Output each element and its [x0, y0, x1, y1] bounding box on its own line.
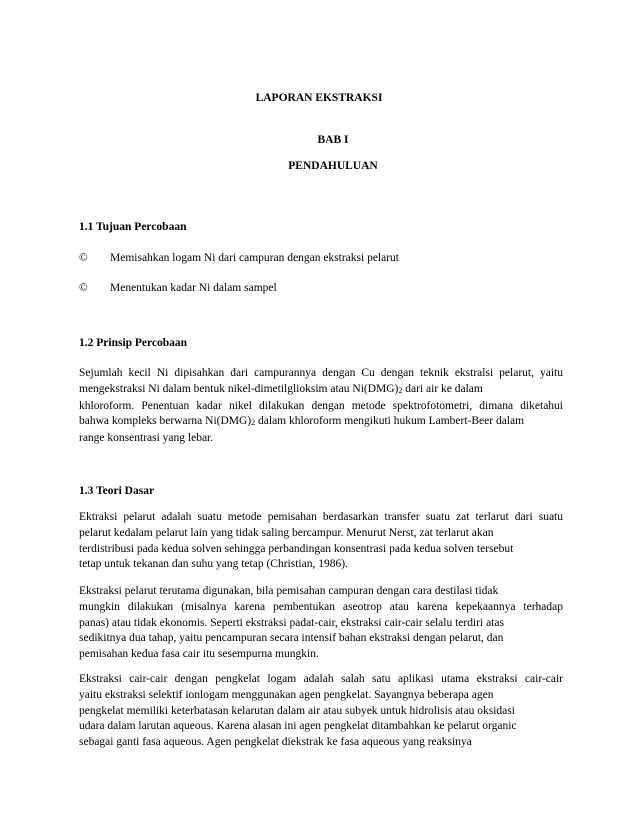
copyright-bullet-icon: © — [79, 252, 88, 264]
list-item-text: Menentukan kadar Ni dalam sampel — [110, 282, 277, 294]
text-line: khloroform. Penentuan kadar nikel dilakukan dengan metode spektrofotometri, dimana diketahui — [79, 399, 563, 412]
subscript: 2 — [398, 385, 403, 395]
copyright-bullet-icon: © — [79, 282, 88, 294]
chapter-number: BAB I — [317, 134, 349, 146]
chapter-title: PENDAHULUAN — [288, 160, 378, 172]
text-line: sedikitnya dua tahap, yaitu pencampuran secara intensif bahan ekstraksi dengan pelarut, dan — [79, 632, 504, 645]
list-item-text: Memisahkan logam Ni dari campuran dengan ekstraksi pelarut — [110, 252, 400, 264]
text-line: mungkin dilakukan (misalnya karena pembentukan aseotrop atau karena kepekaannya terhadap — [79, 600, 563, 613]
text-line: range konsentrasi yang lebar. — [79, 432, 214, 445]
list-item — [79, 282, 277, 294]
paragraph-teori-1 — [79, 510, 563, 573]
text-line: pelarut kedalam pelarut lain yang tidak saling bercampur. Menurut Nerst, zat terlarut akan — [79, 526, 494, 539]
text-line: pemisahan kedua fasa cair itu sesempurna mungkin. — [79, 648, 319, 661]
text-line: panas) atau tidak ekonomis. Seperti ekstraksi padat-cair, ekstraksi cair-cair selalu terdiri atas — [79, 616, 504, 629]
section-heading-prinsip: 1.2 Prinsip Percobaan — [79, 337, 188, 349]
section-heading-tujuan: 1.1 Tujuan Percobaan — [79, 221, 187, 233]
text-line: mengekstraksi Ni dalam bentuk nikel-dimetilglioksim atau $Ni(DMG)_2$ dari air ke dalam — [79, 382, 483, 395]
text-line: terdistribusi pada kedua solven sehingga perbandingan konsentrasi pada kedua solven tersebut — [79, 542, 514, 555]
text-line: pengkelat memiliki keterbatasan kelarutan dalam air atau subyek untuk hidrolisis atau oksidasi — [79, 704, 515, 717]
paragraph-prinsip — [79, 366, 563, 447]
text-line: yaitu ekstraksi selektif ionlogam menggunakan agen pengkelat. Sayangnya beberapa agen — [79, 688, 494, 701]
text-line: tetap untuk tekanan dan suhu yang tetap (Christian, 1986). — [79, 558, 348, 571]
section-heading-teori: 1.3 Teori Dasar — [79, 485, 155, 497]
list-item — [79, 252, 399, 264]
document-title: LAPORAN EKSTRAKSI — [255, 92, 383, 104]
subscript: 2 — [251, 418, 256, 428]
text-line: Ekstraksi pelarut terutama digunakan, bila pemisahan campuran dengan cara destilasi tidak — [79, 585, 499, 597]
text-line: Sejumlah kecil Ni dipisahkan dari campurannya dengan Cu dengan teknik ekstralsi pelarut, yaitu — [79, 367, 563, 379]
text-line: sebagai ganti fasa aqueous. Agen pengkelat diekstrak ke fasa aqueous yang reaksinya — [79, 736, 472, 749]
text-line: Ekstraksi cair-cair dengan pengkelat logam adalah salah satu aplikasi utama ekstraksi cair-cair — [79, 673, 563, 685]
text-line: Ektraksi pelarut adalah suatu metode pemisahan berdasarkan transfer suatu zat terlarut dari suatu — [79, 511, 563, 523]
text-line: udara dalam larutan aqueous. Karena alasan ini agen pengkelat ditambahkan ke pelarut organic — [79, 720, 517, 733]
paragraph-teori-3 — [79, 672, 563, 751]
paragraph-teori-2 — [79, 584, 563, 663]
text-line: bahwa kompleks berwarna $Ni(DMG)_2$ dalam khloroform mengikuti hukum Lambert-Beer dalam — [79, 415, 525, 428]
